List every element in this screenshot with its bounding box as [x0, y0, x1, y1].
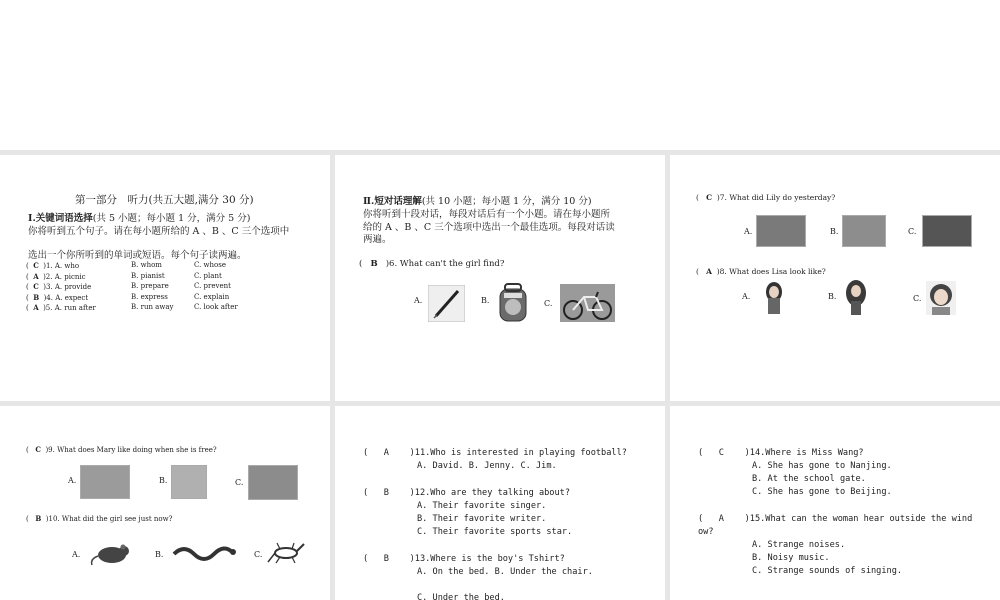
option-b: B. pianist: [131, 271, 165, 280]
group-photo-image: [756, 215, 806, 247]
instructions-line-1: 你将听到五个句子。请在每小题所给的 A 、B 、C 三个选项中: [28, 226, 290, 237]
option-c: C. prevent: [194, 282, 231, 290]
question-13: ( B )13.Where is the boy's Tshirt?: [363, 554, 565, 564]
question-15: ( A )15.What can the woman hear outside the wind: [698, 514, 973, 524]
slide-part2-dialogues: [335, 155, 665, 401]
question-11: ( A )11.Who is interested in playing football?: [363, 448, 627, 458]
option-a-label: A.: [414, 296, 423, 305]
pen-image: [428, 285, 465, 322]
options-a-b: A. On the bed. B. Under the chair.: [417, 567, 593, 577]
option-b-label: B.: [828, 292, 837, 301]
section-heading: Ⅱ.短对话理解(共 10 小题；每小题 1 分，满分 10 分): [363, 196, 592, 207]
lizard-image: [266, 538, 306, 568]
option-b-label: B.: [155, 550, 164, 559]
option-b-label: B.: [481, 296, 490, 305]
option-c: C. look after: [194, 303, 238, 311]
option-c: C. Their favorite sports star.: [417, 527, 573, 537]
bicycle-image: [560, 284, 615, 322]
option-b: B. whom: [131, 261, 162, 269]
option-a: A. Strange noises.: [752, 540, 846, 550]
option-c: C. plant: [194, 271, 222, 280]
option-a: A. She has gone to Nanjing.: [752, 461, 892, 471]
library-photo-image: [248, 465, 298, 500]
instructions-line-3: 两遍。: [363, 234, 392, 245]
option-c: C. She has gone to Beijing.: [752, 487, 892, 497]
answer-row: ( A )5. A. run after: [26, 303, 96, 312]
option-c-label: C.: [235, 478, 244, 487]
question-15-continued: ow?: [698, 527, 714, 537]
option-c: C. explain: [194, 292, 230, 301]
option-a-label: A.: [72, 550, 81, 559]
option-b: B. At the school gate.: [752, 474, 866, 484]
option-a: A. Their favorite singer.: [417, 501, 547, 511]
classroom-photo-image: [842, 215, 886, 247]
option-c-label: C.: [908, 227, 917, 236]
answer-row: ( C )1. A. who: [26, 261, 80, 270]
backpack-image: [497, 283, 529, 323]
reading-photo-image: [171, 465, 207, 499]
snake-image: [172, 542, 238, 564]
answer-row: ( B )4. A. expect: [26, 292, 89, 302]
option-b: B. run away: [131, 303, 174, 311]
cycling-photo-image: [80, 465, 130, 499]
slide-q14-q15: [670, 406, 1000, 600]
answer-row: ( A )2. A. picnic: [26, 271, 86, 281]
instructions-line-2: 选出一个你所听到的单词或短语。每个句子读两遍。: [28, 250, 247, 261]
orchestra-photo-image: [922, 215, 972, 247]
option-a-label: A.: [68, 476, 77, 485]
question-9: ( C )9. What does Mary like doing when she is free?: [26, 445, 217, 454]
slide-q9-q10: [0, 406, 330, 600]
question-14: ( C )14.Where is Miss Wang?: [698, 448, 864, 458]
question-10: ( B )10. What did the girl see just now?: [26, 514, 173, 523]
option-c-label: C.: [913, 294, 922, 303]
question-11-options: A. David. B. Jenny. C. Jim.: [417, 461, 557, 471]
option-b: B. prepare: [131, 282, 169, 290]
option-c-label: C.: [254, 550, 263, 559]
slide-q7-q8: [670, 155, 1000, 401]
option-c: C. Under the bed.: [417, 593, 505, 600]
option-b: B. Their favorite writer.: [417, 514, 547, 524]
option-a-label: A.: [744, 227, 753, 236]
question-6: ( B )6. What can't the girl find?: [359, 259, 505, 269]
slide-q11-q13: [335, 406, 665, 600]
slide-part1-keywords: [0, 155, 330, 401]
short-hair-girl-image: [926, 281, 956, 315]
answer-row: ( C )3. A. provide: [26, 282, 92, 291]
question-8: ( A )8. What does Lisa look like?: [696, 267, 826, 276]
option-b-label: B.: [830, 227, 839, 236]
mouse-image: [88, 539, 140, 567]
long-hair-girl-image: [762, 280, 786, 314]
section-heading: Ⅰ.关键词语选择(共 5 小题；每小题 1 分，满分 5 分): [28, 213, 251, 224]
option-b: B. Noisy music.: [752, 553, 830, 563]
blank-top-area: [0, 0, 1000, 150]
option-c: C. Strange sounds of singing.: [752, 566, 903, 576]
option-a-label: A.: [742, 292, 751, 301]
curly-hair-girl-image: [843, 279, 869, 315]
instructions-line-1: 你将听到十段对话，每段对话后有一个小题。请在每小题所: [363, 209, 611, 220]
part-title: 第一部分 听力(共五大题,满分 30 分): [75, 194, 254, 206]
option-c: C. whose: [194, 261, 227, 269]
option-b-label: B.: [159, 476, 168, 485]
question-12: ( B )12.Who are they talking about?: [363, 488, 570, 498]
option-b: B. express: [131, 292, 168, 301]
option-c-label: C.: [544, 299, 553, 308]
question-7: ( C )7. What did Lily do yesterday?: [696, 193, 836, 202]
instructions-line-2: 给的 A 、B 、C 三个选项中选出一个最佳选项。每段对话读: [363, 221, 615, 233]
